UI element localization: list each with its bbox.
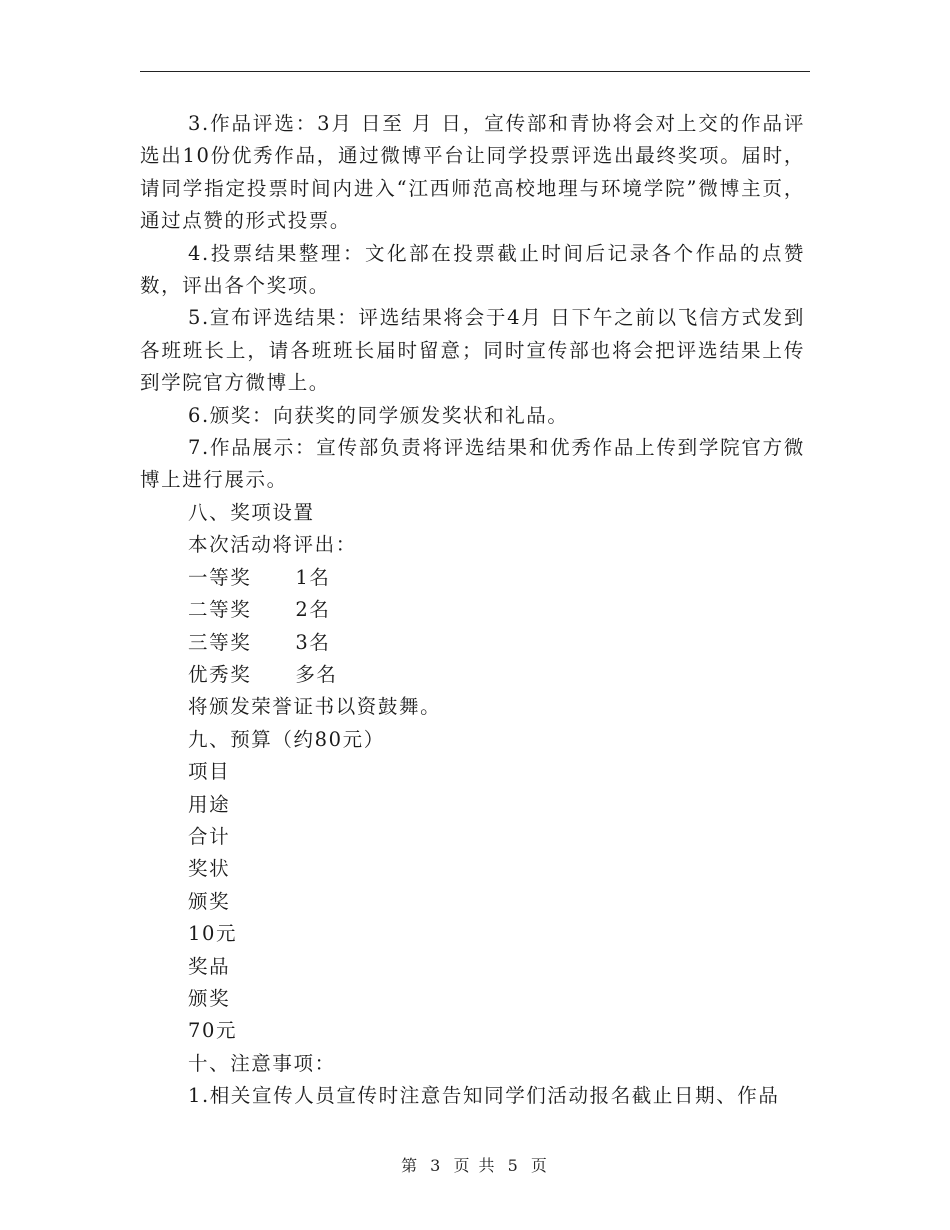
paragraph-step-7: 7.作品展示：宣传部负责将评选结果和优秀作品上传到学院官方微博上进行展示。 (140, 436, 805, 492)
page-footer (0, 1153, 950, 1176)
award-name: 一等奖 (188, 565, 252, 589)
current-page-number: 3 (430, 1156, 443, 1175)
awards-note: 将颁发荣誉证书以资鼓舞。 (188, 695, 442, 719)
budget-line: 颁奖 (188, 889, 231, 913)
award-item (140, 562, 805, 594)
awards-intro: 本次活动将评出： (188, 533, 357, 557)
award-name: 优秀奖 (188, 662, 252, 686)
budget-line: 10元 (188, 922, 238, 946)
header-rule (140, 71, 810, 72)
budget-line: 奖状 (188, 857, 231, 881)
budget-line: 70元 (188, 1019, 238, 1043)
award-count: 多名 (295, 662, 338, 686)
budget-line: 项目 (188, 760, 231, 784)
section-heading-awards: 八、奖项设置 (188, 500, 315, 524)
footer-prefix: 第 (401, 1156, 420, 1175)
budget-line: 用途 (188, 792, 231, 816)
award-item (140, 594, 805, 626)
section-heading-notes: 十、注意事项： (188, 1051, 336, 1075)
award-name: 二等奖 (188, 598, 252, 622)
total-pages: 5 (507, 1156, 520, 1175)
award-item (140, 627, 805, 659)
document-body (140, 108, 805, 1113)
section-heading-budget: 九、预算（约80元） (188, 727, 385, 751)
paragraph-step-4: 4.投票结果整理：文化部在投票截止时间后记录各个作品的点赞数，评出各个奖项。 (140, 241, 805, 298)
award-count: 1名 (295, 565, 331, 589)
award-name: 三等奖 (188, 630, 252, 654)
note-item-1: 1.相关宣传人员宣传时注意告知同学们活动报名截止日期、作品 (188, 1084, 780, 1108)
budget-line: 奖品 (188, 954, 231, 978)
footer-suffix: 页 (530, 1156, 549, 1175)
award-item (140, 659, 805, 691)
paragraph-step-6: 6.颁奖：向获奖的同学颁发奖状和礼品。 (188, 403, 569, 427)
paragraph-step-3: 3.作品评选：3月 日至 月 日，宣传部和青协将会对上交的作品评选出10份优秀作品，通过微博平台让同学投票评选出最终奖项。届时，请同学指定投票时间内进入“江西师范高校地理与环境学院”微博主页，通过点赞的形式投票。 (140, 112, 805, 233)
award-count: 2名 (295, 598, 331, 622)
paragraph-step-5: 5.宣布评选结果：评选结果将会于4月 日下午之前以飞信方式发到各班班长上，请各班班长届时留意；同时宣传部也将会把评选结果上传到学院官方微博上。 (140, 306, 805, 395)
budget-line: 颁奖 (188, 986, 231, 1010)
footer-mid: 页 共 (453, 1156, 497, 1175)
award-count: 3名 (295, 630, 331, 654)
budget-line: 合计 (188, 824, 231, 848)
